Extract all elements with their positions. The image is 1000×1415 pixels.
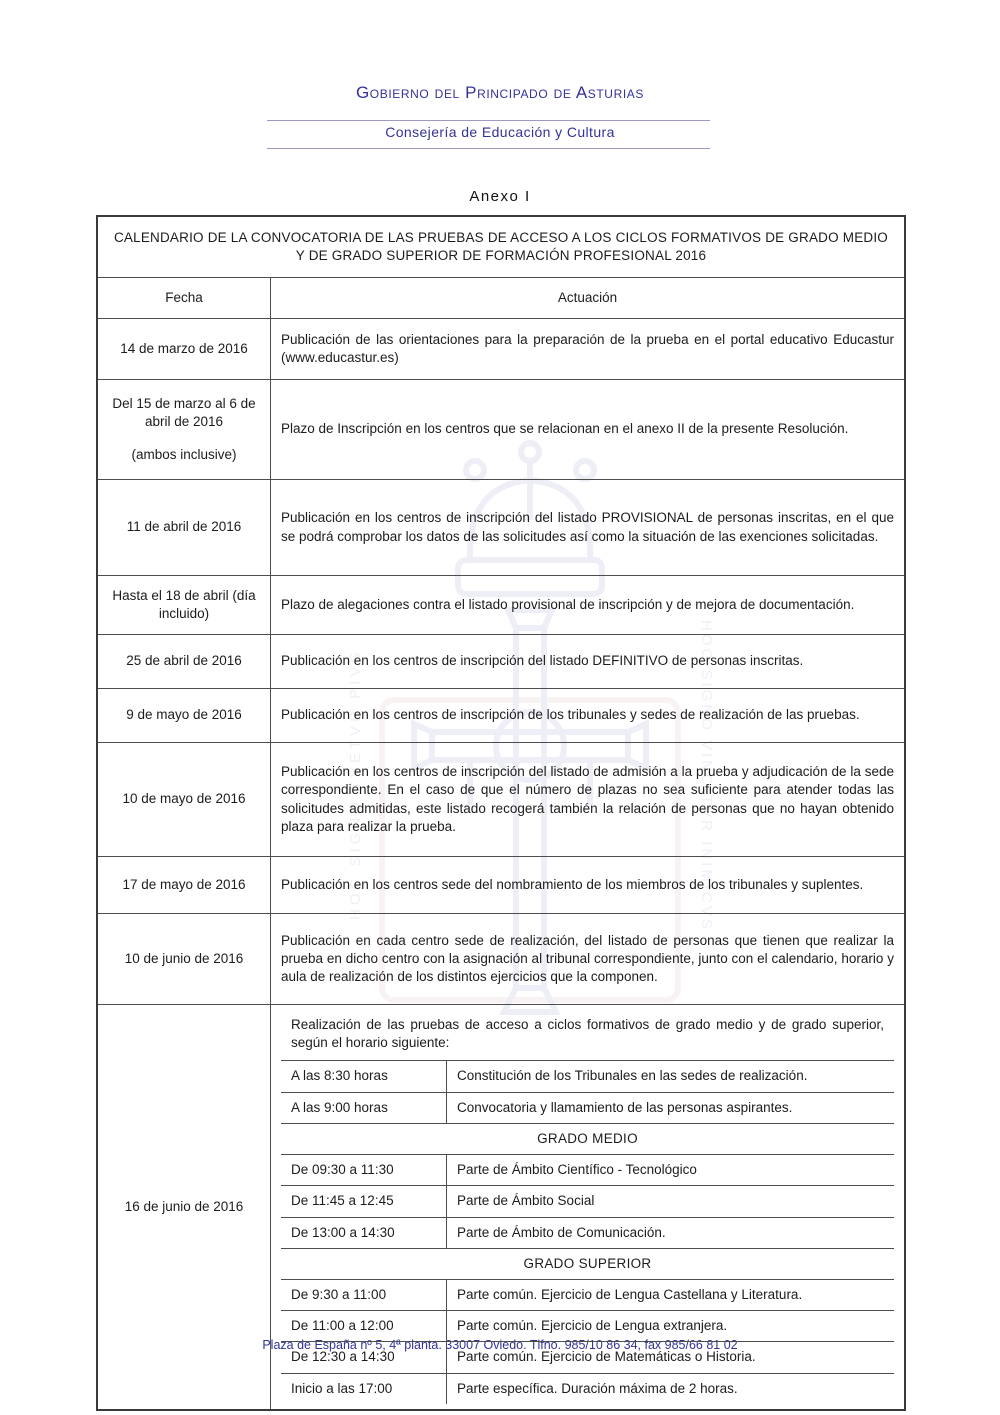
schedule-time: De 12:30 a 14:30 — [281, 1342, 447, 1372]
actuacion-cell: Publicación de las orientaciones para la preparación de la prueba en el portal educativo Educastur (www.educastur.es) — [271, 319, 906, 380]
fecha-cell: Hasta el 18 de abril (día incluido) — [97, 576, 271, 635]
schedule-row — [281, 1185, 894, 1216]
watermark-motto-right: HOC SIGNO VINCITVR INIMICVS — [698, 620, 715, 932]
schedule-desc: Constitución de los Tribunales en las sedes de realización. — [457, 1068, 808, 1084]
watermark-motto-left: HOC SIGNO TVETVR PIVS — [347, 648, 364, 920]
actuacion-cell: Publicación en los centros de inscripción del listado PROVISIONAL de personas inscritas, en el que se podrá comprobar los datos de las solicitudes así como la situación de las exenciones solicitadas. — [271, 480, 906, 576]
schedule-row — [281, 1310, 894, 1341]
schedule-row — [281, 1154, 894, 1185]
fecha-cell: 11 de abril de 2016 — [97, 480, 271, 576]
actuacion-cell: Publicación en los centros de inscripción del listado DEFINITIVO de personas inscritas. — [271, 635, 906, 689]
grado-medio-header: GRADO MEDIO — [281, 1123, 894, 1154]
schedule-row — [281, 1279, 894, 1310]
fecha-cell: 10 de mayo de 2016 — [97, 743, 271, 857]
table-row — [97, 689, 905, 743]
june16-schedule-cell — [271, 1005, 906, 1410]
schedule-desc: Parte común. Ejercicio de Matemáticas o Historia. — [457, 1349, 756, 1365]
schedule-time: Inicio a las 17:00 — [281, 1374, 447, 1404]
actuacion-cell: Publicación en cada centro sede de realización, del listado de personas que tienen que realizar la prueba en dicho centro con la asignación al tribunal correspondiente, junto con el calendario, horario y aula de realización de los distintos ejercicios que la componen. — [271, 914, 906, 1005]
schedule-time: De 11:00 a 12:00 — [281, 1311, 447, 1341]
fecha-cell: 10 de junio de 2016 — [97, 914, 271, 1005]
schedule-desc: Convocatoria y llamamiento de las personas aspirantes. — [457, 1099, 793, 1115]
schedule-row — [281, 1341, 894, 1372]
table-row — [97, 914, 905, 1005]
column-header-fecha: Fecha — [97, 278, 271, 319]
schedule-time: De 11:45 a 12:45 — [281, 1186, 447, 1216]
actuacion-cell: Publicación en los centros de inscripción del listado de admisión a la prueba y adjudicación de la sede correspondiente. En el caso de que el número de plazas no sea suficiente para atender todas las solicitudes admitidas, este listado recogerá también la relación de personas que no hayan obtenido plaza para realizar la prueba. — [271, 743, 906, 857]
table-row — [97, 480, 905, 576]
fecha-cell: 16 de junio de 2016 — [97, 1005, 271, 1410]
schedule-time: A las 9:00 horas — [281, 1093, 447, 1123]
actuacion-cell: Plazo de Inscripción en los centros que se relacionan en el anexo II de la presente Resolución. — [271, 380, 906, 480]
schedule-desc: Parte de Ámbito Científico - Tecnológico — [457, 1162, 697, 1178]
header-divider-bottom — [267, 148, 710, 149]
column-header-actuacion: Actuación — [271, 278, 906, 319]
fecha-note: (ambos inclusive) — [131, 447, 237, 463]
schedule-row — [281, 1217, 894, 1248]
actuacion-cell: Plazo de alegaciones contra el listado provisional de inscripción y de mejora de documentación. — [271, 576, 906, 635]
government-title: Gobierno del Principado de Asturias — [355, 83, 644, 102]
schedule-time: De 9:30 a 11:00 — [281, 1280, 447, 1310]
actuacion-cell: Publicación en los centros de inscripción de los tribunales y sedes de realización de las pruebas. — [271, 689, 906, 743]
schedule-desc: Parte de Ámbito Social — [457, 1193, 595, 1209]
fecha-cell: 14 de marzo de 2016 — [97, 319, 271, 380]
footer-address: Plaza de España nº 5, 4ª planta. 33007 Oviedo. Tlfno. 985/10 86 34, fax 985/66 81 02 — [262, 1338, 738, 1352]
schedule-time: A las 8:30 horas — [281, 1061, 447, 1091]
calendar-table — [96, 215, 906, 1411]
june16-intro: Realización de las pruebas de acceso a ciclos formativos de grado medio y de grado superior, según el horario siguiente: — [291, 1017, 884, 1051]
department-title: Consejería de Educación y Cultura — [385, 124, 615, 140]
schedule-time: De 13:00 a 14:30 — [281, 1218, 447, 1248]
schedule-row — [281, 1373, 894, 1404]
table-row — [97, 743, 905, 857]
table-row — [97, 576, 905, 635]
table-row — [97, 635, 905, 689]
table-row — [97, 857, 905, 914]
fecha-cell: 25 de abril de 2016 — [97, 635, 271, 689]
table-title-row — [97, 216, 905, 278]
fecha-range: Del 15 de marzo al 6 de abril de 2016 — [112, 395, 256, 429]
table-row — [97, 319, 905, 380]
schedule-row — [281, 1092, 894, 1123]
fecha-cell: 17 de mayo de 2016 — [97, 857, 271, 914]
fecha-cell — [97, 380, 271, 480]
schedule-time: De 09:30 a 11:30 — [281, 1155, 447, 1185]
fecha-cell: 9 de mayo de 2016 — [97, 689, 271, 743]
schedule-row — [281, 1060, 894, 1091]
table-title: CALENDARIO DE LA CONVOCATORIA DE LAS PRUEBAS DE ACCESO A LOS CICLOS FORMATIVOS DE GRADO MEDIO Y DE GRADO SUPERIOR DE FORMACIÓN PROFESIONAL 2016 — [97, 216, 905, 278]
schedule-desc: Parte común. Ejercicio de Lengua Castellana y Literatura. — [457, 1286, 803, 1302]
table-header-row — [97, 278, 905, 319]
schedule-desc: Parte específica. Duración máxima de 2 horas. — [457, 1380, 738, 1396]
schedule-desc: Parte de Ámbito de Comunicación. — [457, 1224, 666, 1240]
actuacion-cell: Publicación en los centros sede del nombramiento de los miembros de los tribunales y suplentes. — [271, 857, 906, 914]
header-divider-top — [267, 120, 710, 121]
table-row-june16 — [97, 1005, 905, 1410]
schedule-desc: Parte común. Ejercicio de Lengua extranjera. — [457, 1318, 728, 1334]
annex-heading: Anexo I — [469, 188, 531, 205]
grado-superior-header: GRADO SUPERIOR — [281, 1248, 894, 1279]
table-row — [97, 380, 905, 480]
